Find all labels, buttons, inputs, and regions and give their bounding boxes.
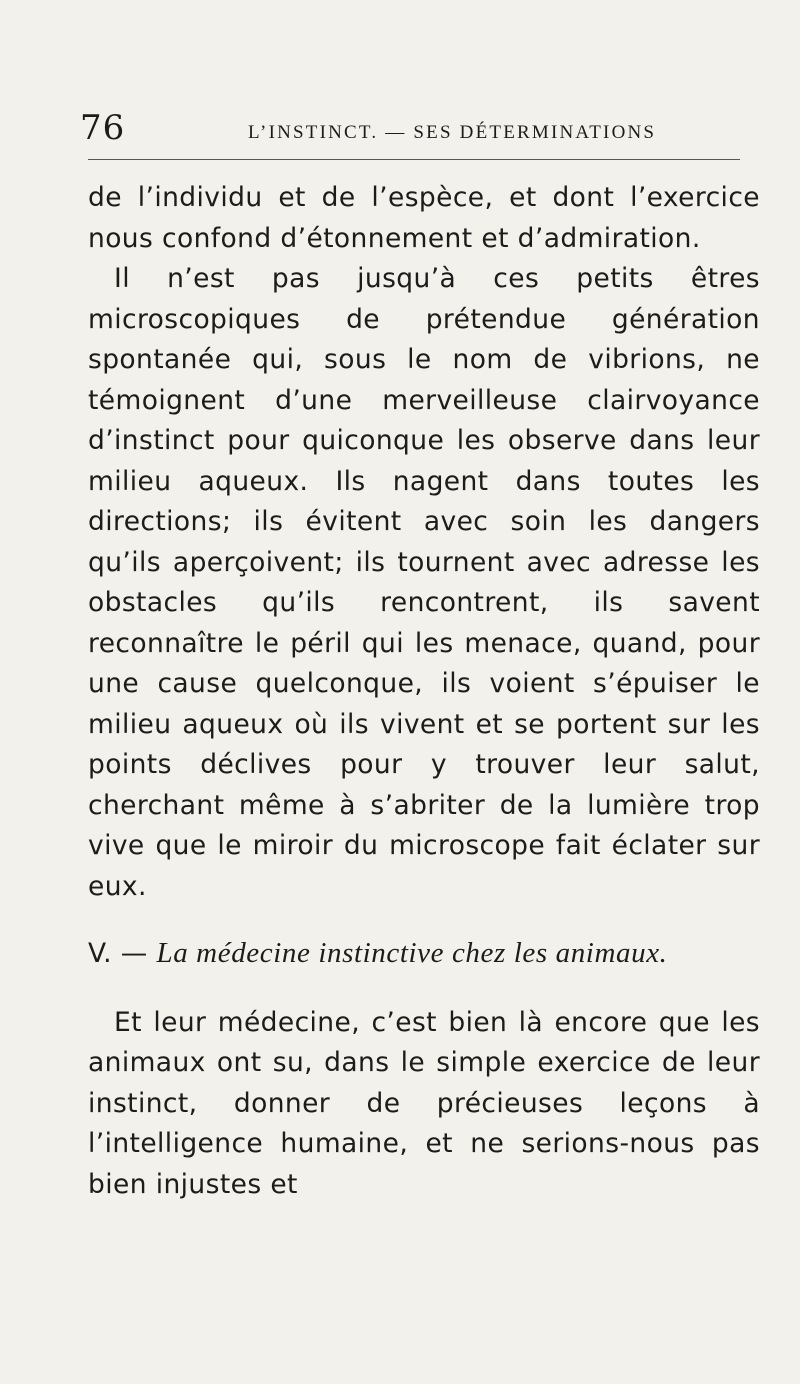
section-number: V. —: [88, 938, 148, 969]
body-text: [88, 178, 760, 1205]
section-heading: [88, 933, 760, 975]
page-number: 76: [80, 108, 126, 148]
running-head: L’INSTINCT. — SES DÉTERMINATIONS: [248, 122, 657, 143]
paragraph-medecine: Et leur médecine, c’est bien là encore que les animaux ont su, dans le simple exercice de leur instinct, donner de précieuses leçons à l’intelligence humaine, et ne serions-nous pas bien injustes et: [88, 1006, 760, 1200]
header-rule: [88, 159, 740, 160]
paragraph-vibrions: Il n’est pas jusqu’à ces petits êtres microscopiques de prétendue génération spontanée qui, sous le nom de vibrions, ne témoignent d’une merveilleuse clairvoyance d’instinct pour quiconque les observe dans leur milieu aqueux. Ils nagent dans toutes les directions; ils évitent avec soin les dangers qu’ils aperçoivent; ils tournent avec adresse les obstacles qu’ils rencontrent, ils savent reconnaître le péril qui les menace, quand, pour une cause quelconque, ils voient s’épuiser le milieu aqueux où ils vivent et se portent sur les points déclives pour y trouver leur salut, cherchant même à s’abriter de la lumière trop vive que le miroir du microscope fait éclater sur eux.: [88, 263, 760, 902]
page-header: [80, 108, 740, 152]
paragraph-continuation: de l’individu et de l’espèce, et dont l’exercice nous confond d’étonnement et d’admiration.: [88, 182, 760, 254]
section-title: La médecine instinctive chez les animaux.: [156, 937, 668, 969]
